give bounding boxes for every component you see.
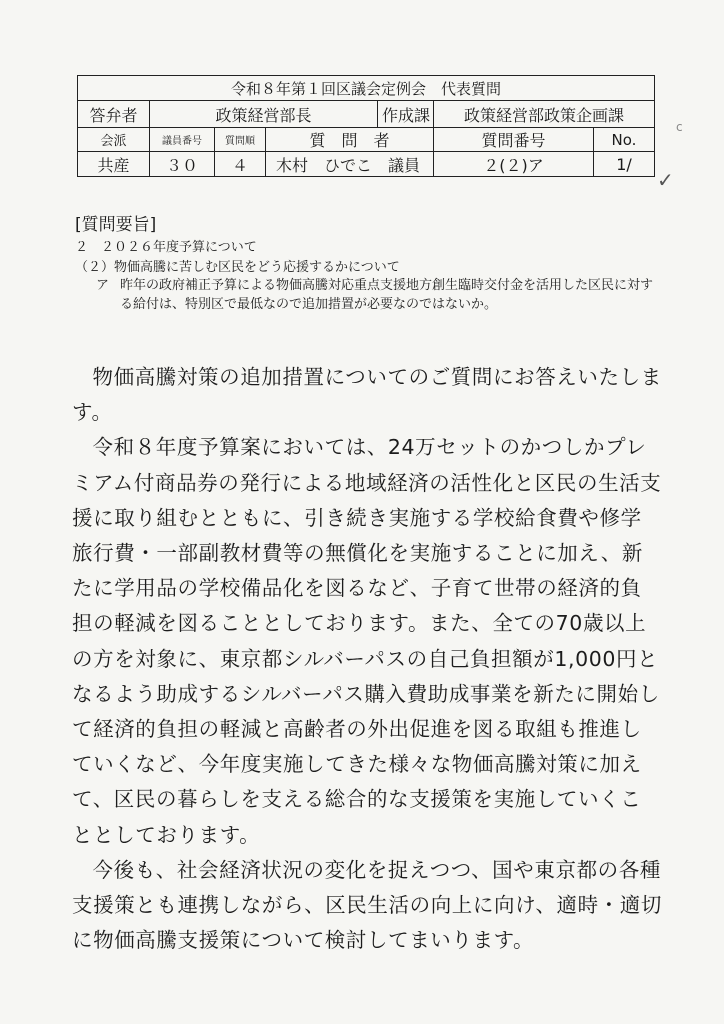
respondent-value: 政策経営部長 [150, 101, 378, 128]
summary-item-a [96, 276, 656, 314]
summary-item-2: ２ ２０２６年度予算について [75, 240, 257, 255]
no-label: No. [594, 128, 655, 152]
handwritten-c-mark-icon: c [676, 120, 683, 134]
summary-item-a-mark: ア [96, 278, 110, 293]
questioner-label: 質 問 者 [266, 128, 434, 152]
answer-paragraph-2: 令和８年度予算案においては、24万セットのかつしかプレミアム付商品券の発行による地域経済の活性化と区民の生活支援に取り組むとともに、引き続き実施する学校給食費や修学旅行費・一部副教材費等の無償化を実施することに加え、新たに学用品の学校備品化を図るなど、子育て世帯の経済的負担の軽減を図ることとしております。また、全ての70歳以上の方を対象に、東京都シルバーパスの自己負担額が1,000円となるよう助成するシルバーパス購入費助成事業を新たに開始して経済的負担の軽減と高齢者の外出促進を図る取組も推進していくなど、今年度実施してきた様々な物価高騰対策に加えて、区民の暮らしを支える総合的な支援策を実施していくこととしております。 [72, 435, 662, 847]
answer-paragraph-3: 今後も、社会経済状況の変化を捉えつつ、国や東京都の各種支援策とも連携しながら、区民生活の向上に向け、適時・適切に物価高騰支援策について検討してまいります。 [72, 857, 662, 953]
respondent-label: 答弁者 [78, 101, 150, 128]
question-no-value: ２(２)ア [434, 152, 594, 177]
member-no-label: 議員番号 [150, 128, 215, 152]
created-by-value: 政策経営部政策企画課 [434, 101, 655, 128]
header-table [77, 75, 655, 177]
summary-heading: [質問要旨] [75, 215, 157, 235]
questioner-value: 木村 ひでこ 議員 [266, 152, 434, 177]
answer-body [72, 360, 662, 958]
created-by-label: 作成課 [378, 101, 434, 128]
handwritten-check-icon: ✓ [657, 168, 674, 192]
faction-value: 共産 [78, 152, 150, 177]
order-label: 質問順 [215, 128, 266, 152]
faction-label: 会派 [78, 128, 150, 152]
order-value: ４ [215, 152, 266, 177]
member-no-value: ３０ [150, 152, 215, 177]
question-no-label: 質問番号 [434, 128, 594, 152]
summary-item-a-text: 昨年の政府補正予算による物価高騰対応重点支援地方創生臨時交付金を活用した区民に対する給付は、特別区で最低なので追加措置が必要なのではないか。 [120, 278, 654, 312]
summary-item-2-2: （２）物価高騰に苦しむ区民をどう応援するかについて [75, 260, 400, 275]
page-no-value: 1/ [594, 152, 655, 177]
answer-paragraph-1: 物価高騰対策の追加措置についてのご質問にお答えいたします。 [72, 365, 662, 425]
session-title: 令和８年第１回区議会定例会 代表質問 [78, 76, 655, 101]
